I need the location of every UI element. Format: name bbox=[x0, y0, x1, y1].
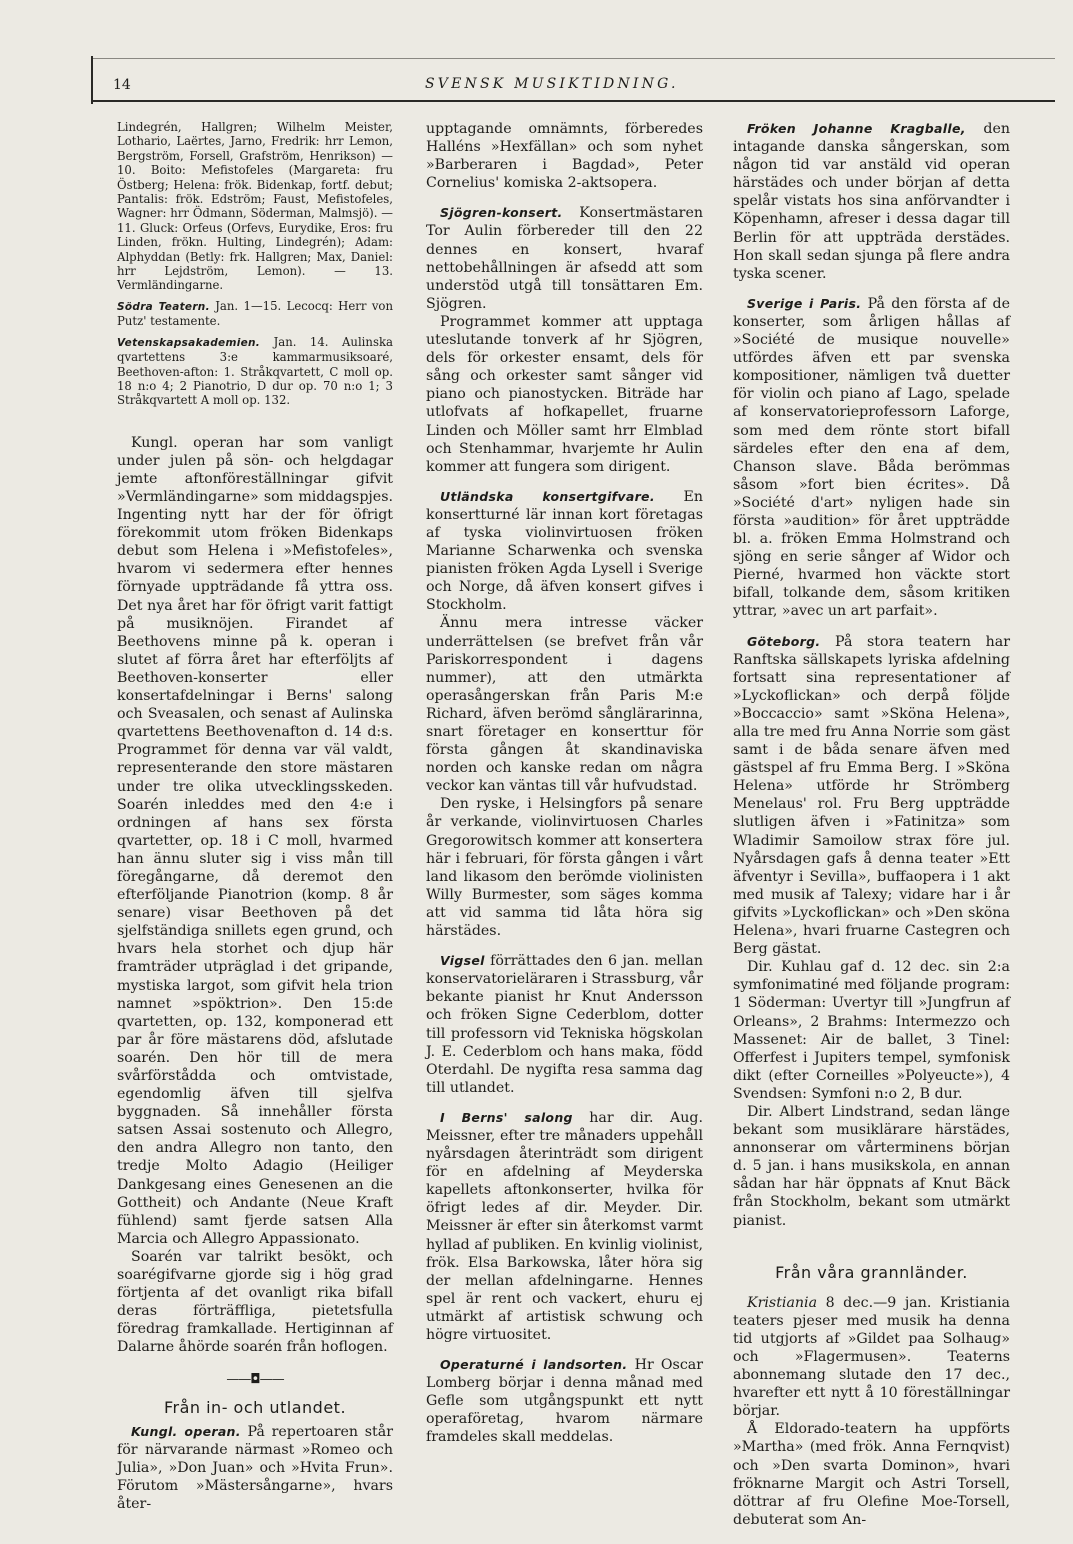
kragballe-heading: Fröken Johanne Kragballe, bbox=[747, 121, 966, 136]
column-3 bbox=[733, 120, 1010, 1529]
kristiania-text: 8 dec.—9 jan. Kristiania teaters pjeser med musik ha denna tid utgjorts af »Gildet paa Solhaug» och »Flagermusen». Teaterns abonnemang slutade den 17 dec., hvarefter ett nytt å 10 föreställningar börjar. bbox=[733, 1294, 1010, 1420]
column-2 bbox=[426, 120, 703, 1447]
kungl-operan-review-end: Soarén var talrikt besökt, och soarégifvarne gjorde sig i hög grad förtjenta af det ovanligt rika bifall deras förträffliga, pietetsfulla föredrag framkallade. Hertiginnan af Dalarne åhörde soarén från hoflogen. bbox=[117, 1248, 393, 1356]
utlandska-heading: Utländska konsertgifvare. bbox=[440, 488, 655, 504]
opera-repertoire-list: Lindegrén, Hallgren; Wilhelm Meister, Lothario, Laërtes, Jarno, Fredrik: hrr Lemon, Bergström, Forsell, Grafström, Henrikson) — 10. Boito: Mefistofeles (Margareta: fru Östberg; Helena: frök. Bidenkap, fortf. debut; Pantalis: frök. Edström; Faust, Mefistofeles, Wagner: hrr Ödmann, Söderman, Malmsjö). — 11. Gluck: Orfeus (Orfevs, Eurydike, Eros: fru Linden, frökn. Hulting, Lindegrén); Adam: Alphyddan (Betly: frk. Hallgren; Max, Daniel: hrr Lejdström, Lemon). — 13. Vermländingarne. bbox=[117, 120, 393, 293]
sverige-i-paris-entry bbox=[733, 295, 1010, 621]
operaturne-entry bbox=[426, 1356, 703, 1446]
berns-salong-entry bbox=[426, 1109, 703, 1344]
header-rule-top bbox=[93, 58, 1055, 59]
kungl-operan-heading: Kungl. operan. bbox=[131, 1423, 241, 1439]
sjogren-konsert-text: Konsertmästaren Tor Aulin förbereder till den 22 dennes en konsert, hvaraf nettobehållningen är afsedd att som understöd utgå till tonsättaren Em. Sjögren. bbox=[426, 205, 703, 312]
section-title-in-utlandet: Från in- och utlandet. bbox=[163, 1397, 347, 1417]
vigsel-text: förrättades den 6 jan. mellan konservatorieläraren i Strassburg, vår bekante pianist hr Knut Andersson och fröken Signe Cederblom, dotter till professorn vid Tekniska högskolan J. E. Cederblom och hans maka, född Oterdahl. De nygifta resa samma dag till utlandet. bbox=[426, 953, 703, 1096]
sodra-teatern-text: Jan. 1—15. Lecocq: Herr von Putz' testamente. bbox=[117, 298, 393, 329]
sverige-i-paris-heading: Sverige i Paris. bbox=[747, 295, 862, 311]
header-rule-bottom bbox=[93, 100, 1055, 102]
vigsel-entry bbox=[426, 952, 703, 1097]
vetenskapsakademien-entry bbox=[117, 335, 393, 408]
vetenskapsakademien-text: Jan. 14. Aulinska qvartettens 3:e kammarmusiksoaré, Beethoven-afton: 1. Stråkqvartett, C moll op. 18 n:o 4; 2 Pianotrio, D dur op. 70 n:o 1; 3 Stråkqvartett A moll op. 132. bbox=[117, 334, 393, 408]
utlandska-richard: Ännu mera intresse väcker underrättelsen (se brefvet från vår Pariskorrespondent i dagens nummer), att den utmärkta operasångerskan från Paris M:e Richard, äfven berömd sånglärarinna, snart företager en konserttur för första gången åt skandinaviska norden och kanske redan om några veckor kan väntas till vår hufvudstad. bbox=[426, 615, 703, 795]
kristiania-eldorado: Å Eldorado-teatern ha uppförts »Martha» (med frök. Anna Fernqvist) och »Den svarta Dominon», hvari fröknarne Margit och Astri Torsell, döttrar af fru Olefine Moe-Torsell, debuterat som An- bbox=[733, 1421, 1010, 1528]
berns-salong-text: har dir. Aug. Meissner, efter tre månaders uppehåll nyårsdagen återinträdt som dirigent för en afdelning af Meyderska kapellets aftonkonserter, hvilka för öfrigt ledes af dir. Meyder. Dir. Meissner är efter sin återkomst varmt hyllad af publiken. En kvinlig violinist, frök. Elsa Barkowska, låter höra sig der mellan afdelningarne. Hennes spel är rent och vackert, ehuru ej utmärkt af artistisk schwung och högre virtuositet. bbox=[426, 1109, 704, 1343]
column-1 bbox=[117, 120, 393, 1513]
vetenskapsakademien-heading: Vetenskapsakademien. bbox=[117, 336, 261, 349]
sjogren-konsert-entry bbox=[426, 204, 703, 313]
kungl-operan-review: Kungl. operan har som vanligt under julen på sön- och helgdagar jemte aftonföreställningar gifvit »Vermländingarne» som middagspjes. Ingenting nytt har der för öfrigt förekommit utom fröken Bidenkaps debut som Helena i »Mefistofeles», hvarom vi sedermera efter hennes förnyade uppträdande få yttra oss. Det nya året har för öfrigt varit fattigt på musiknöjen. Firandet af Beethovens minne på k. operan i slutet af förra året har efterföljts af Beethoven-konserter eller konsertafdelningar i Berns' salong och Sveasalen, och senast af Aulinska qvartettens Beethovenafton d. 14 d:s. Programmet för denna var väl valdt, representerande den store mästaren under tre olika utvecklingsskeden. Soarén inleddes med den 4:e i ordningen af hans sex första qvartetter, op. 18 i C moll, hvarmed han ännu sluter sig i viss mån till föregångarne, då deremot den efterföljande Pianotrion (komp. 8 år senare) visar Beethoven på det sjelfständiga snillets egen grund, och hvars hela storhet och djup här framträder utpräglad i det gripande, mystiska largot, som gifvit hela trion namnet »spöktrion». Den 15:de qvartetten, op. 132, komponerad ett par år före mästarens död, afslutade soarén. Den hör till de mera svårförstådda och omtvistade, egendomlig äfven till sjelfva byggnaden. Så innehåller första satsen Assai sostenuto och Allegro, den andra Allegro non tanto, den tredje Molto Adagio (Heiliger Dankgesang eines Genesenen an die Gottheit) och Andante (Neue Kraft fühlend) samt fjerde satsen Alla Marcia och Allegro Appassionato. bbox=[117, 434, 393, 1247]
kungl-operan-news bbox=[117, 1423, 393, 1513]
repertoire-continued: upptagande omnämnts, förberedes Halléns »Hexfällan» och som nyhet »Barberaren i Bagdad», Peter Cornelius' komiska 2-aktsopera. bbox=[426, 121, 703, 192]
operaturne-heading: Operaturné i landsorten. bbox=[440, 1357, 628, 1373]
sjogren-konsert-heading: Sjögren-konsert. bbox=[440, 205, 563, 221]
utlandska-text: En konsertturné lär innan kort företagas af tyska violinvirtuosen fröken Marianne Scharwenka och svenska pianisten fröken Agda Lysell i Sverige och Norge, då äfven konsert gifves i Stockholm. bbox=[426, 488, 703, 614]
goteborg-heading: Göteborg. bbox=[747, 633, 821, 649]
kragballe-entry bbox=[733, 120, 1010, 283]
kragballe-text: den intagande danska sångerskan, som någon tid var anstäld vid operan härstädes och under början af detta spelår vistats hos sina anförvandter i Köpenhamn, afreser i dessa dagar till Berlin för att uppträda derstädes. Hon skall sedan sjunga på flere andra tyska scener. bbox=[733, 121, 1010, 282]
utlandska-entry bbox=[426, 488, 703, 615]
sjogren-programme: Programmet kommer att upptaga uteslutande tonverk af hr Sjögren, dels för orkester ensamt, dels för sång och orkester samt sånger vid piano och pianostycken. Biträde har utlofvats af hofkapellet, fruarne Linden och Möller samt hrr Elmblad och Stenhammar, hvarjemte hr Aulin kommer att fungera som dirigent. bbox=[426, 313, 703, 475]
kristiania-heading: Kristiania bbox=[747, 1294, 818, 1311]
running-title: SVENSK MUSIKTIDNING. bbox=[425, 76, 679, 92]
berns-salong-heading: I Berns' salong bbox=[440, 1109, 573, 1125]
sodra-teatern-entry bbox=[117, 299, 393, 329]
page-number: 14 bbox=[113, 77, 131, 93]
sverige-i-paris-text: På den första af de konserter, som årligen hållas af »Société de musique nouvelle» utfördes äfven ett par svenska kompositioner, nämligen två duetter för violin och piano af Lago, spelade af konservatorieprofessorn Laforge, som med dem rönte stort bifall särdeles efter den ena af dem, Chanson slave. Båda berömmas såsom »fort bien écrites». Då »Société d'art» nyligen hade sin första »audition» för året uppträdde bl. a. fröken Emma Holmstrand och sjöng en serie sånger af Widor och Pierné, hvarmed hon väckte stort bifall, tolkande dem, såsom kritiken yttrar, »avec un art parfait». bbox=[733, 295, 1011, 620]
kungl-operan-news-text: På repertoaren står för närvarande närmast »Romeo och Julia», »Don Juan» och »Hvita Frun». Förutom »Mästersångarne», hvars åter- bbox=[117, 1423, 393, 1513]
section-divider: ——◘—— bbox=[226, 1371, 284, 1387]
goteborg-kuhlau: Dir. Kuhlau gaf d. 12 dec. sin 2:a symfonimatiné med följande program: 1 Söderman: Uvertyr till »Jungfrun af Orleans», 2 Brahms: Intermezzo och Massenet: Air de ballet, 3 Tinel: Offerfest i Jupiters tempel, symfonisk dikt (efter Corneilles »Polyeucte»), 4 Svendsen: Symfoni n:o 2, B dur. bbox=[733, 959, 1010, 1102]
section-title-grannlander: Från våra grannländer. bbox=[775, 1262, 968, 1282]
operaturne-text: Hr Oscar Lomberg börjar i denna månad med Gefle som utgångspunkt ett nytt operaföretag, hvarom närmare framdeles skall meddelas. bbox=[426, 1357, 704, 1446]
sodra-teatern-heading: Södra Teatern. bbox=[117, 300, 210, 313]
goteborg-text: På stora teatern har Ranftska sällskapets lyriska afdelning fortsatt sina representationer af »Lyckoflickan» och derpå följde »Boccaccio» samt »Sköna Helena», alla tre med fru Anna Norrie som gäst samt i de båda senare äfven med gästspel af fru Emma Berg. I »Sköna Helena» utförde hr Strömberg Menelaus' rol. Fru Berg uppträdde slutligen äfven i »Fatinitza» som Wladimir Samoilow strax före jul. Nyårsdagen gafs å denna teater »Ett äfventyr i Sevilla», buffaopera i 1 akt med musik af Talexy; vidare har i år gifvits »Lyckoflickan» och »Den sköna Helena», hvari fruarne Castegren och Berg gästat. bbox=[733, 633, 1010, 958]
kristiania-entry bbox=[733, 1294, 1010, 1421]
vigsel-heading: Vigsel bbox=[440, 953, 485, 969]
goteborg-lindstrand: Dir. Albert Lindstrand, sedan länge bekant som musiklärare härstädes, annonserar om vårterminens början d. 5 jan. i hans musikskola, en annan sådan har här öppnats af Knut Bäck från Stockholm, bekant som utmärkt pianist. bbox=[733, 1103, 1010, 1229]
goteborg-entry bbox=[733, 633, 1010, 959]
header-rule-left bbox=[91, 56, 93, 104]
utlandska-gregorowitsch: Den ryske, i Helsingfors på senare år verkande, violinvirtuosen Charles Gregorowitsch kommer att konsertera här i februari, för första gången i vårt land likasom den berömde violinisten Willy Burmester, som säges komma att vid samma tid låta höra sig härstädes. bbox=[426, 796, 703, 940]
